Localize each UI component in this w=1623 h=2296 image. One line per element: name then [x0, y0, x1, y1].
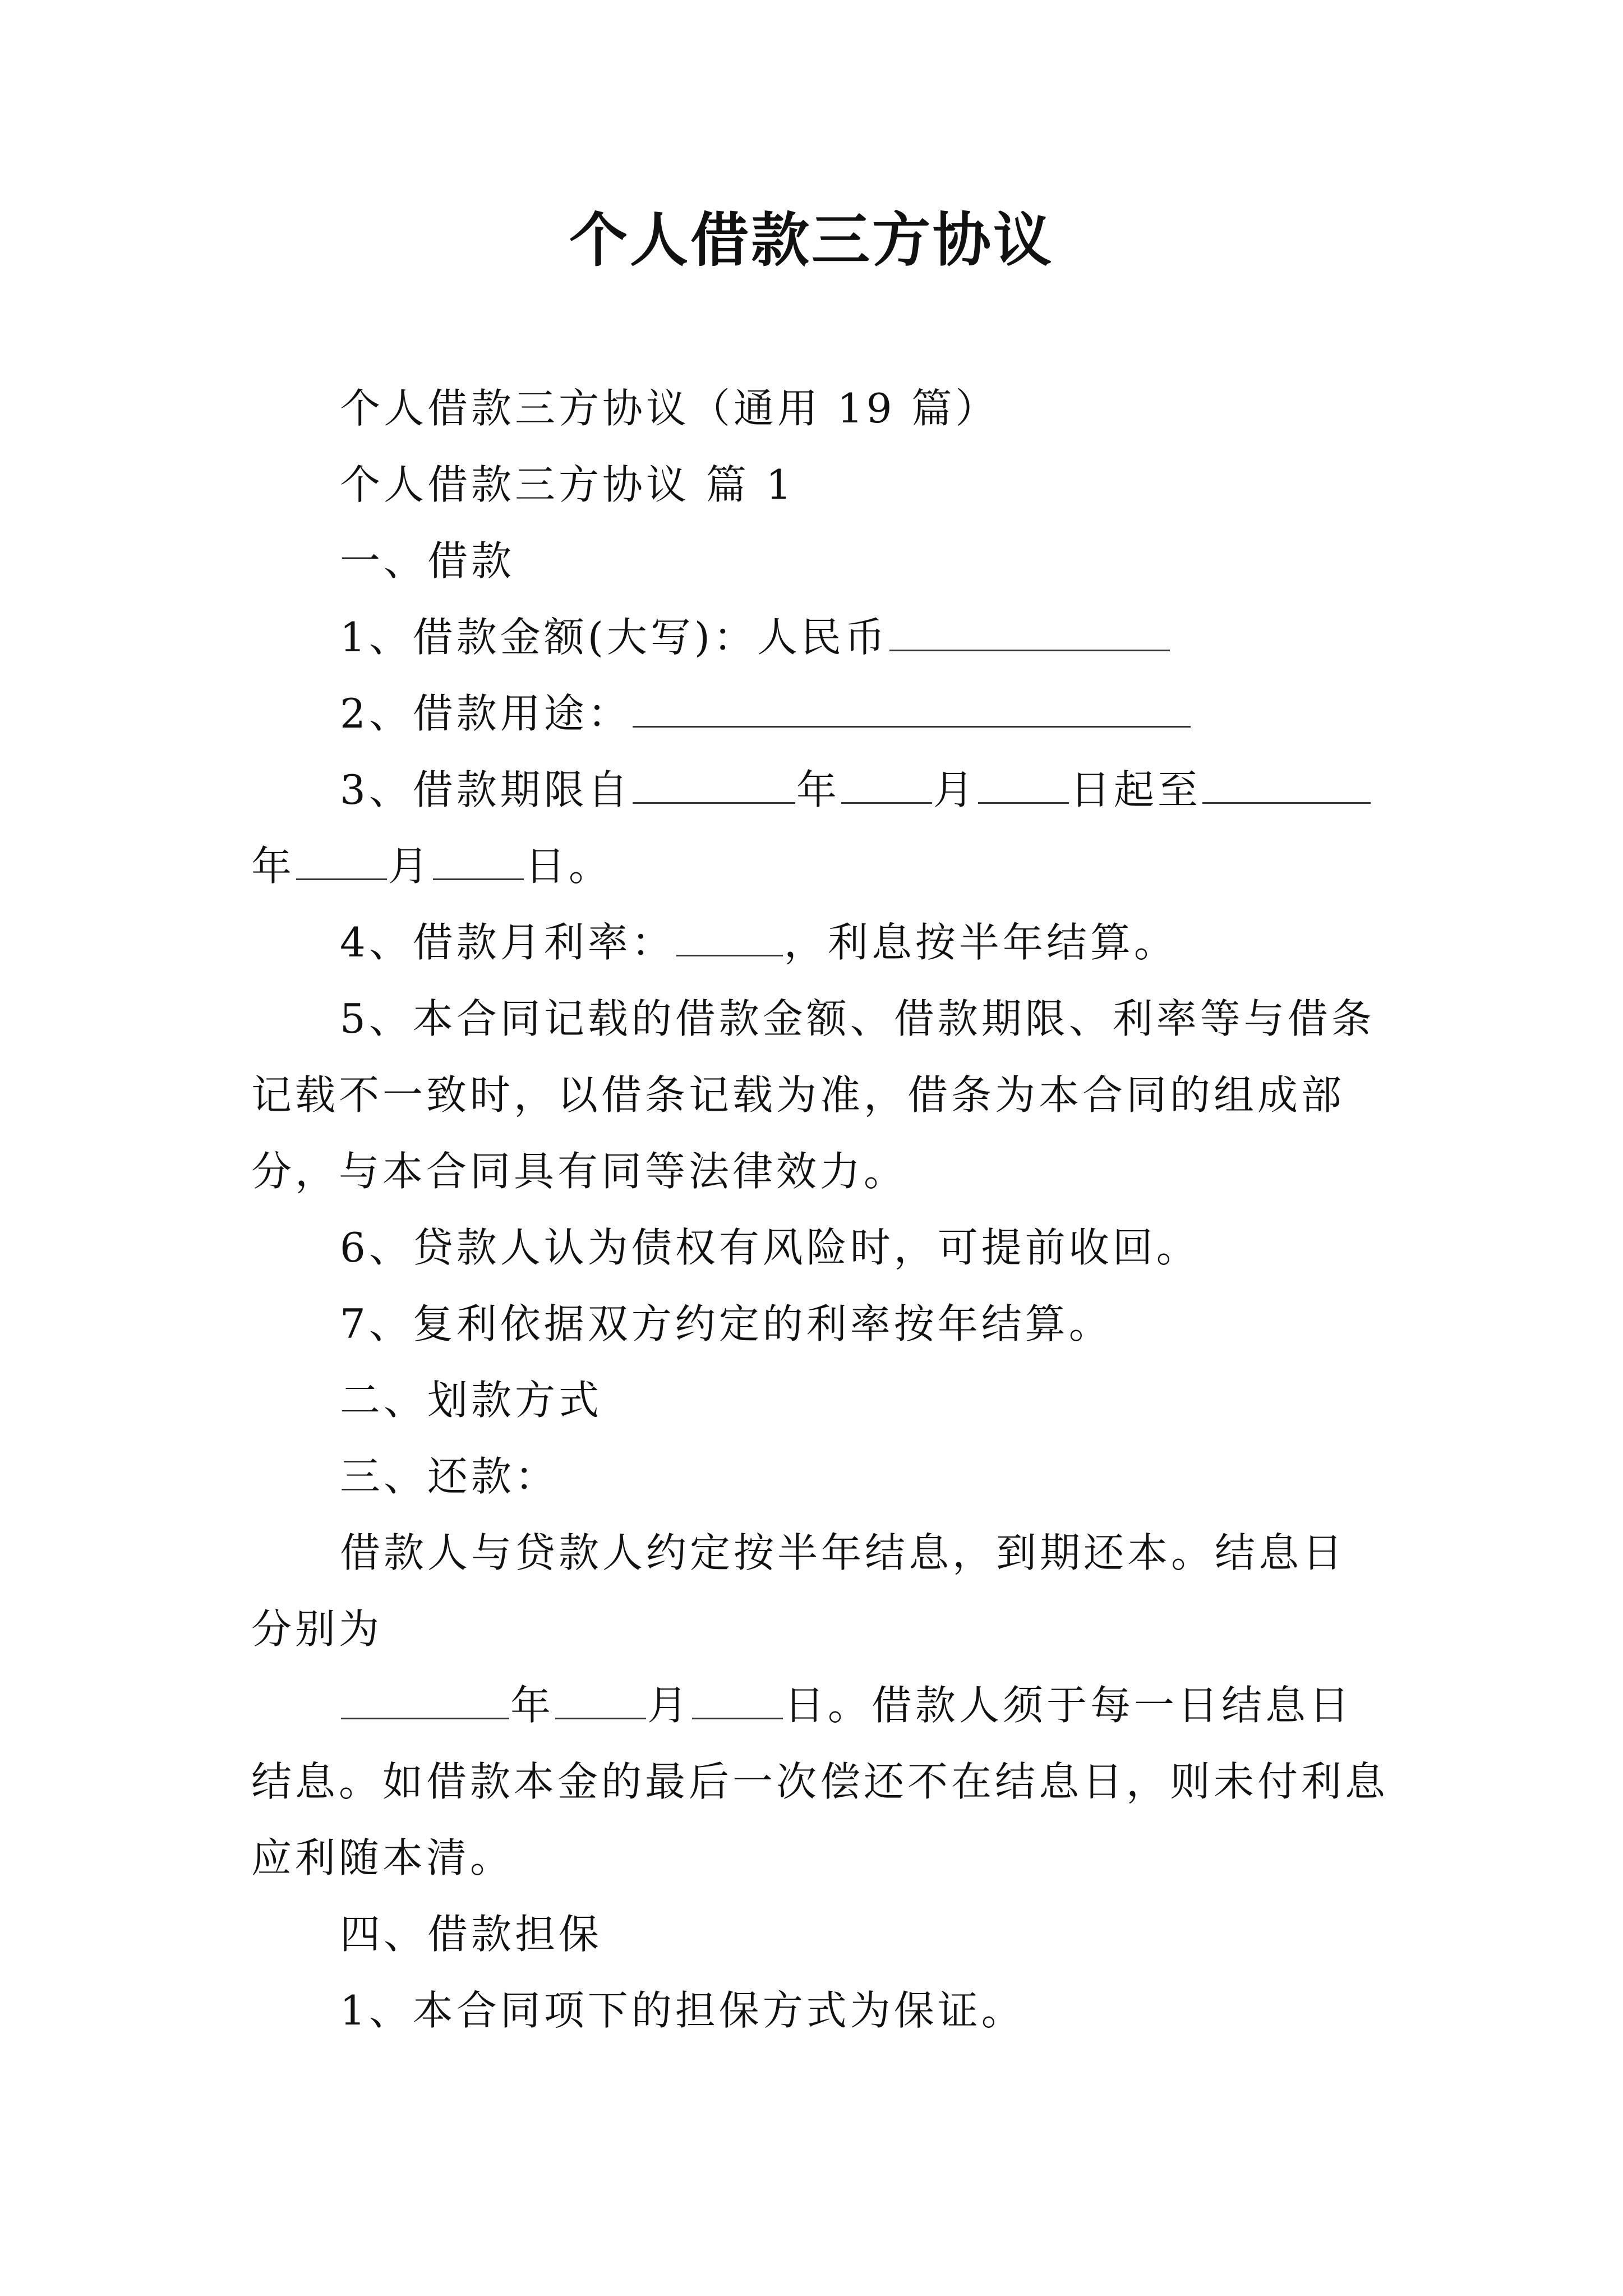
start-year-blank [633, 762, 795, 804]
section-3-heading: 三、还款： [340, 1453, 559, 1500]
interest-month-blank [555, 1677, 646, 1719]
end-year-label: 年 [251, 843, 296, 890]
interest-rate-label: 4、借款月利率： [340, 919, 675, 966]
interest-day-text: 日。借款人须于每一日结息日结息。如借款本金的最后一次偿还不在结息日，则未付利息应利随本清。 [251, 1682, 1389, 1881]
interest-year-label: 年 [510, 1682, 555, 1729]
end-month-blank [296, 838, 387, 880]
interest-year-blank [341, 1677, 509, 1719]
loan-purpose-label: 2、借款用途： [340, 690, 631, 737]
section-2-heading: 二、划款方式 [340, 1377, 603, 1424]
section-1-item-6: 6、贷款人认为债权有风险时，可提前收回。 [340, 1224, 1200, 1271]
section-1-item-7: 7、复利依据双方约定的利率按年结算。 [340, 1300, 1113, 1347]
document-body [251, 370, 1389, 2049]
loan-amount-blank [889, 609, 1170, 651]
start-month-label: 月 [933, 766, 977, 813]
interest-rate-blank [676, 914, 783, 956]
section-1-item-5: 5、本合同记载的借款金额、借款期限、利率等与借条记载不一致时，以借条记载为准，借条为本合同的组成部分，与本合同具有同等法律效力。 [251, 995, 1375, 1195]
loan-purpose-blank [633, 685, 1191, 728]
section-4-item-1: 1、本合同项下的担保方式为保证。 [340, 1987, 1025, 2034]
section-3-paragraph-2 [251, 1667, 1389, 1896]
start-day-blank [978, 762, 1069, 804]
section-1-item-3 [251, 752, 1389, 904]
loan-amount-label: 1、借款金额(大写)：人民币 [340, 614, 888, 661]
end-year-blank [1202, 762, 1371, 804]
interest-day-blank [692, 1677, 783, 1719]
interest-month-label: 月 [647, 1682, 691, 1729]
start-year-label: 年 [796, 766, 840, 813]
section-1-item-1 [251, 599, 1389, 675]
end-day-label: 日。 [525, 843, 613, 890]
interest-rate-suffix: ，利息按半年结算。 [783, 919, 1178, 966]
section-1-item-4 [251, 904, 1389, 981]
end-month-label: 月 [388, 843, 432, 890]
section-3-paragraph-1: 借款人与贷款人约定按半年结息，到期还本。结息日分别为 [251, 1529, 1347, 1653]
start-month-blank [841, 762, 932, 804]
section-1-item-2 [251, 675, 1389, 752]
section-1-heading: 一、借款 [340, 537, 515, 585]
loan-term-label: 3、借款期限自 [340, 766, 631, 813]
document-title: 个人借款三方协议 [569, 205, 1054, 274]
document-subtitle: 个人借款三方协议（通用 19 篇） [340, 385, 999, 432]
section-4-heading: 四、借款担保 [340, 1911, 603, 1958]
chapter-heading: 个人借款三方协议 篇 1 [340, 461, 795, 508]
end-day-blank [433, 838, 524, 880]
start-day-label: 日起至 [1069, 766, 1201, 813]
